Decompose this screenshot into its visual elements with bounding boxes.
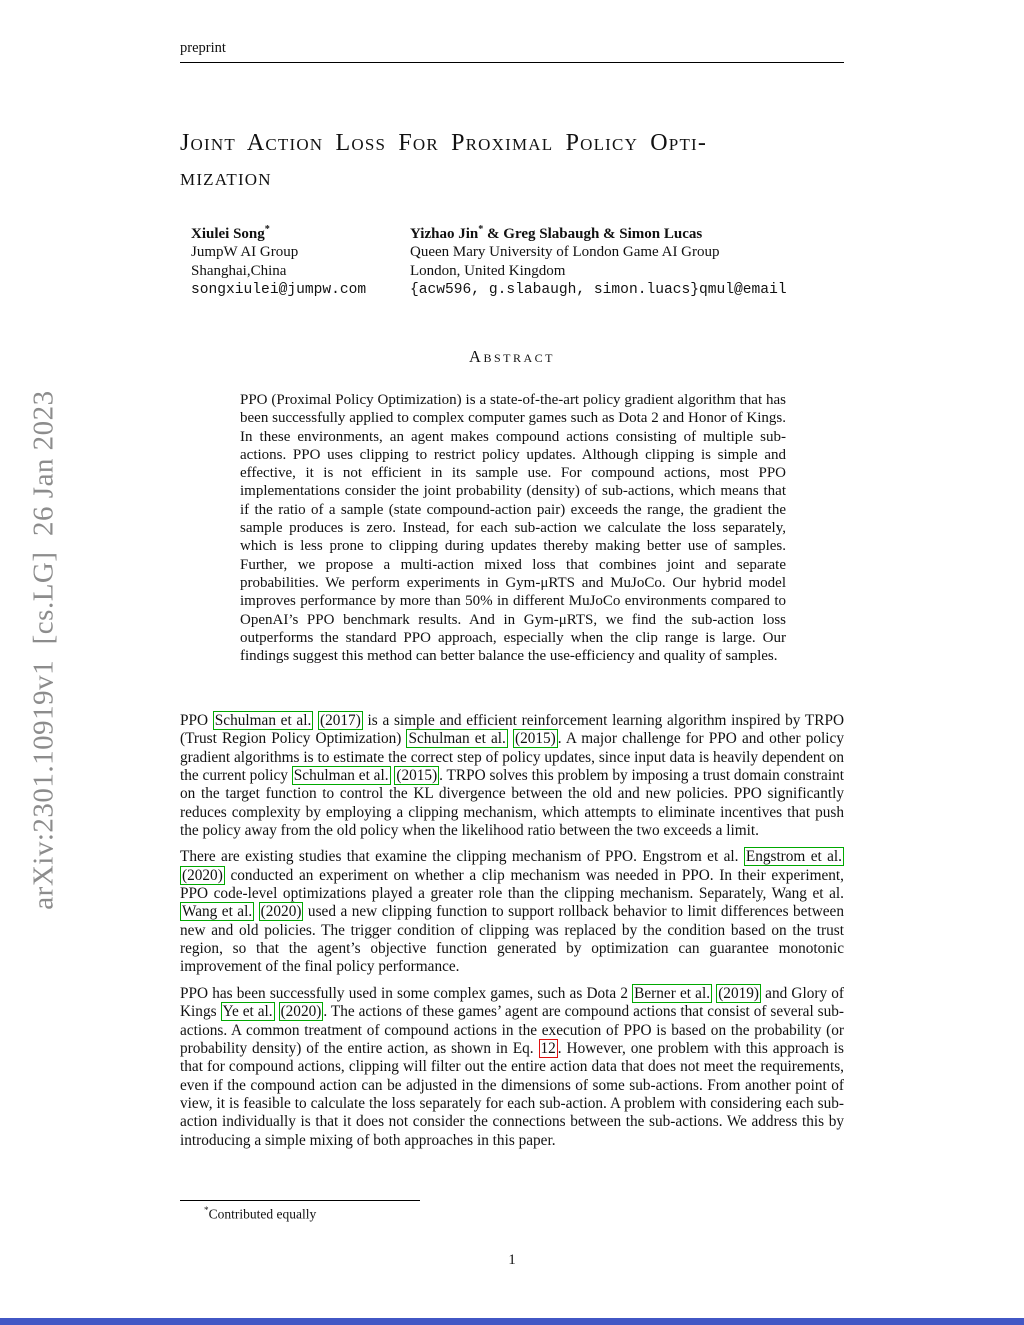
paragraph-text: PPO has been successfully used in some complex games, such as Dota 2 <box>180 984 633 1002</box>
citation-link[interactable]: (2020) <box>182 866 223 884</box>
author-asterisk: * <box>478 224 484 235</box>
citation-link[interactable]: Engstrom et al. <box>745 848 842 866</box>
author-column-right <box>410 224 844 300</box>
paragraph <box>180 712 844 840</box>
author-affiliation: London, United Kingdom <box>410 262 566 279</box>
footnote-rule <box>180 1200 420 1201</box>
paragraph-text <box>275 1003 279 1020</box>
paragraph-text: There are existing studies that examine the clipping mechanism of PPO. Engstrom et al. <box>180 848 744 866</box>
author-name-text: Yizhao Jin <box>410 226 479 242</box>
author-affiliation: Queen Mary University of London Game AI Group <box>410 244 720 261</box>
citation-link[interactable]: (2015) <box>396 767 438 785</box>
citation-link[interactable]: Schulman et al. <box>214 712 312 729</box>
paragraph-text: . However, one problem with this approach is that for compound actions, clipping will filter out the entire action data that does not meet the requirements, even if the compound action can be adjusted in the dimensions of some sub-actions. From another point of view, it is feasible to calculate the loss separately for each sub-action. A problem with considering each sub-action individually is that it does not consider the connections between the sub-actions. We address this by introducing a simple mixing of both approaches in this paper. <box>180 1039 844 1149</box>
citation-link[interactable]: Wang et al. <box>182 903 253 921</box>
citation-link[interactable]: Ye et al. <box>222 1003 273 1021</box>
bottom-edge-bar <box>0 1318 1024 1325</box>
author-name-rest: & Greg Slabaugh & Simon Lucas <box>483 226 703 242</box>
author-column-left <box>180 224 410 300</box>
paragraph-text: PPO <box>180 712 213 729</box>
abstract-text: PPO (Proximal Policy Optimization) is a state-of-the-art policy gradient algorithm that has been successfully applied to complex computer games such as Dota 2 and Honor of Kings. In these environments, an agent makes compound actions consisting of multiple sub-actions. PPO uses clipping to restrict policy updates. Although clipping is simple and effective, it is not efficient in its sample use. For compound actions, most PPO implementations consider the joint probability (density) of sub-actions, which means that if the ratio of a sample (state compound-action pair) exceeds the range, the gradient the sample produces is zero. Instead, for each sub-action we calculate the loss separately, which is less prone to clipping during updates thereby making better use of samples. Further, we propose a multi-action mixed loss that combines joint and separate probabilities. We perform experiments in Gym-μRTS and MuJoCo. Our hybrid model improves performance by more than 50% in different MuJoCo environments compared to OpenAI’s PPO benchmark results. And in Gym-μRTS, we find the sub-action loss outperforms the standard PPO approach, especially when the clip range is large. Our findings suggest this method can better balance the use-efficiency and quality of samples. <box>240 392 786 665</box>
paragraph-text: . The actions of these games’ agent are compound actions that consist of several sub-actions. A common treatment of compound actions in the execution of PPO is based on the probability (or probability density) of the entire action, as shown in Eq. <box>180 1003 845 1057</box>
abstract-heading: Abstract <box>469 347 555 366</box>
citation-link[interactable]: (2020) <box>260 903 302 921</box>
author-email: songxiulei@jumpw.com <box>191 281 367 298</box>
page-number: 1 <box>508 1252 516 1268</box>
citation-link[interactable]: (2019) <box>718 984 759 1002</box>
author-affiliation: Shanghai,China <box>191 262 287 279</box>
author-affiliation: JumpW AI Group <box>191 244 299 261</box>
title-line-2: mization <box>180 164 272 191</box>
paragraph-text: is a simple and efficient reinforcement learning algorithm inspired by TRPO (Trust Region Policy Optimization) <box>180 712 844 748</box>
paragraph-text: . A major challenge for PPO and other policy gradient algorithms is to estimate the correct step of policy updates, since input data is heavily dependent on the current policy <box>180 730 844 785</box>
author-asterisk: * <box>264 224 270 235</box>
paper-body <box>180 712 844 1158</box>
paragraph <box>180 848 844 976</box>
paragraph-text: and Glory of Kings <box>180 984 845 1021</box>
paper-title <box>180 126 844 196</box>
paragraph-text <box>254 903 258 920</box>
preprint-header <box>180 40 844 63</box>
footnote-marker: * <box>204 1205 209 1215</box>
citation-link[interactable]: (2017) <box>320 712 361 729</box>
author-email: {acw596, g.slabaugh, simon.luacs}qmul@email <box>410 281 787 298</box>
citation-link[interactable]: (2020) <box>280 1003 322 1021</box>
paragraph-text: conducted an experiment on whether a clip mechanism was needed in PPO. In their experiment, PPO code-level optimizations played a greater role than the clipping mechanism. Separately, Wang et al. <box>180 866 844 903</box>
paragraph-text: . TRPO solves this problem by imposing a trust domain constraint on the target function to control the KL divergence between the old and new policies. PPO significantly reduces complexity by employing a clipping mechanism, which attempts to eliminate incentives that push the policy away from the old policy when the likelihood ratio between the two exceeds a limit. <box>180 767 844 840</box>
author-block <box>180 224 844 300</box>
citation-link[interactable]: Berner et al. <box>634 984 711 1002</box>
paragraph <box>180 985 844 1150</box>
footnote-label: Contributed equally <box>208 1206 317 1222</box>
preprint-label: preprint <box>180 40 226 56</box>
paragraph-text: used a new clipping function to support rollback behavior to limit differences between new and old policies. The trigger condition of clipping was replaced by the condition based on the trust region, so that the agent’s objective function generated by optimization can guarantee monotonic improvement of the final policy performance. <box>180 903 844 976</box>
citation-link[interactable]: Schulman et al. <box>408 730 506 748</box>
citation-link[interactable]: (2015) <box>514 730 556 748</box>
author-name <box>410 224 844 243</box>
equation-ref-link[interactable]: 12 <box>540 1039 556 1057</box>
author-name <box>191 224 410 243</box>
citation-link[interactable]: Schulman et al. <box>293 767 389 785</box>
arxiv-watermark: arXiv:2301.10919v1 [cs.LG] 26 Jan 2023 <box>27 390 60 910</box>
footnote-text <box>180 1205 844 1223</box>
footnote <box>180 1200 844 1223</box>
author-name-text: Xiulei Song <box>191 226 265 242</box>
title-line-1: Joint Action Loss For Proximal Policy Opti- <box>180 130 708 156</box>
